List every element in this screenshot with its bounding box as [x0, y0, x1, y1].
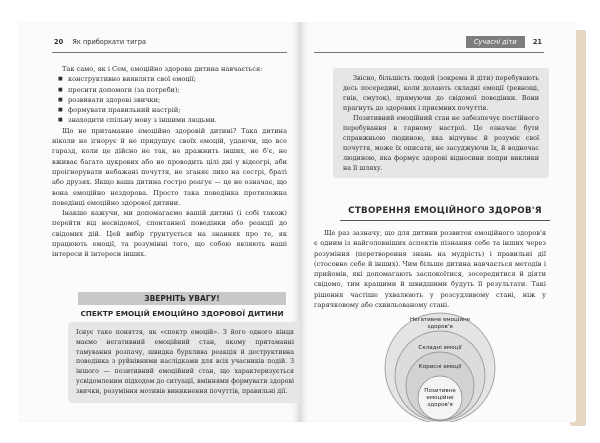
left-header-rule	[52, 52, 287, 53]
section-title-rule	[340, 220, 550, 221]
diagram-label-negative: Негативне емоційне здоров'я	[409, 317, 471, 330]
right-page-number: 21	[532, 38, 542, 46]
list-item: ■ просити допомоги (за потреби);	[52, 85, 287, 95]
list-item: ■ знаходити спільну мову з іншими людьми.	[52, 115, 287, 125]
diagram-label-positive: Позитивне емоційне здоров'я	[424, 388, 456, 408]
left-page-number: 20	[54, 38, 64, 46]
body-paragraph-2: Інакше кажучи, ми допомагаємо вашій дитині (і собі також) перейти від несвідомої, спонтанної поведінки або реакції до свідомих дій. Цей вибір ґрунтується на знаннях про те, як працюють емоції, та розумінні того, що собою являють наші інтереси й інтереси інших.	[52, 209, 287, 259]
section-title: СТВОРЕННЯ ЕМОЦІЙНОГО ЗДОРОВ'Я	[348, 206, 542, 216]
list-item: ■ конструктивно виявляти свої емоції;	[52, 74, 287, 84]
list-item: ■ розвивати здорові звички;	[52, 95, 287, 105]
shaded-box	[333, 68, 549, 178]
callout-heading: СПЕКТР ЕМОЦІЙ ЕМОЦІЙНО ЗДОРОВОЇ ДИТИНИ	[80, 309, 284, 318]
left-page	[18, 22, 300, 422]
callout-text: Існує таке поняття, як «спектр емоцій». З його одного кінця маємо негативний емоційний стан, якому притаманні тамування розпачу, швидка бурхлива реакція й деструктивна поведінка з руйнівними наслідками для всіх учасників подій. З іншого — позитивний емоційний стан, що характеризується усвідомленим підходом до ситуації, вміннями формувати здорові звички, розуміння мотивів виникнення почуттів, правильні дії.	[76, 329, 294, 395]
body-paragraph: Ще раз зазначу, що для дитини розвиток емоційного здоров'я є одним із найголовніших аспектів пізнання себе та інших через розуміння (перетворення знань на мудрість) і правильні дії (стосовно себе й інших). Чим більше дитина навчається методів і прийомів, які допомагають заспокоїтися, зосередитися й діяти свідомо, тим кращими й швидшими будуть її результати. Такі рішення частіше ухвалюють у розсудливому стані, ніж у гарячковому або схвильованому стані.	[314, 229, 546, 310]
right-body-text	[314, 228, 546, 310]
skills-list	[52, 74, 287, 125]
right-header-rule	[314, 52, 544, 53]
shaded-paragraph-2: Позитивний емоційний стан не забезпечує постійного перебування в гарному настрої. Це означає бути справжньою людиною, яка відчуває й розуміє свої почуття, може їх описати, не засуджуючи їх, й водночас людиною, яка формує здорові відносини попри виклики на її шляху.	[343, 114, 539, 172]
body-paragraph-1: Що не притаманне емоційно здоровій дитині? Така дитина ніколи не ігнорує й не придушує своїх емоцій, удаючи, що все гаразд, коли це дійсно не так, не дражнить інших, не б'є, не вживає багато цукрових або не проводить цілі дні у відеогрі, аби проігнорувати небажані почуття, не зганяє лихо на сестрі, браті або друзях. Якщо ваша дитина гостро реагує — це не означає, що вона емоційно нездорова. Просто така поведінка протилежна поведінці емоційно здорової дитини.	[52, 126, 287, 207]
right-page-header	[466, 38, 542, 46]
left-running-title: Як приборкати тигра	[72, 38, 147, 46]
intro-paragraph: Так само, як і Сем, емоційно здорова дитина навчається:	[62, 65, 263, 73]
callout-label: ЗВЕРНІТЬ УВАГУ!	[78, 292, 286, 305]
callout-box	[68, 322, 300, 403]
shaded-paragraph-1: Звісно, більшість людей (зокрема й діти) перебувають десь посередині, коли долають складні емоції (ревнощі, гнів, смуток), прямуючи до свідомої поведінки. Вони прагнуть до здорових і приємних почуттів.	[343, 74, 539, 112]
right-page	[300, 22, 576, 422]
left-page-header	[54, 38, 146, 46]
list-item: ■ формувати правильний настрій;	[52, 105, 287, 115]
diagram-label-useful: Корисні емоції	[418, 364, 462, 370]
left-body-text	[52, 64, 287, 260]
emotional-health-diagram	[372, 312, 508, 422]
diagram-label-complex: Складні емоції	[418, 345, 462, 351]
right-running-title: Сучасні діти	[466, 36, 525, 48]
